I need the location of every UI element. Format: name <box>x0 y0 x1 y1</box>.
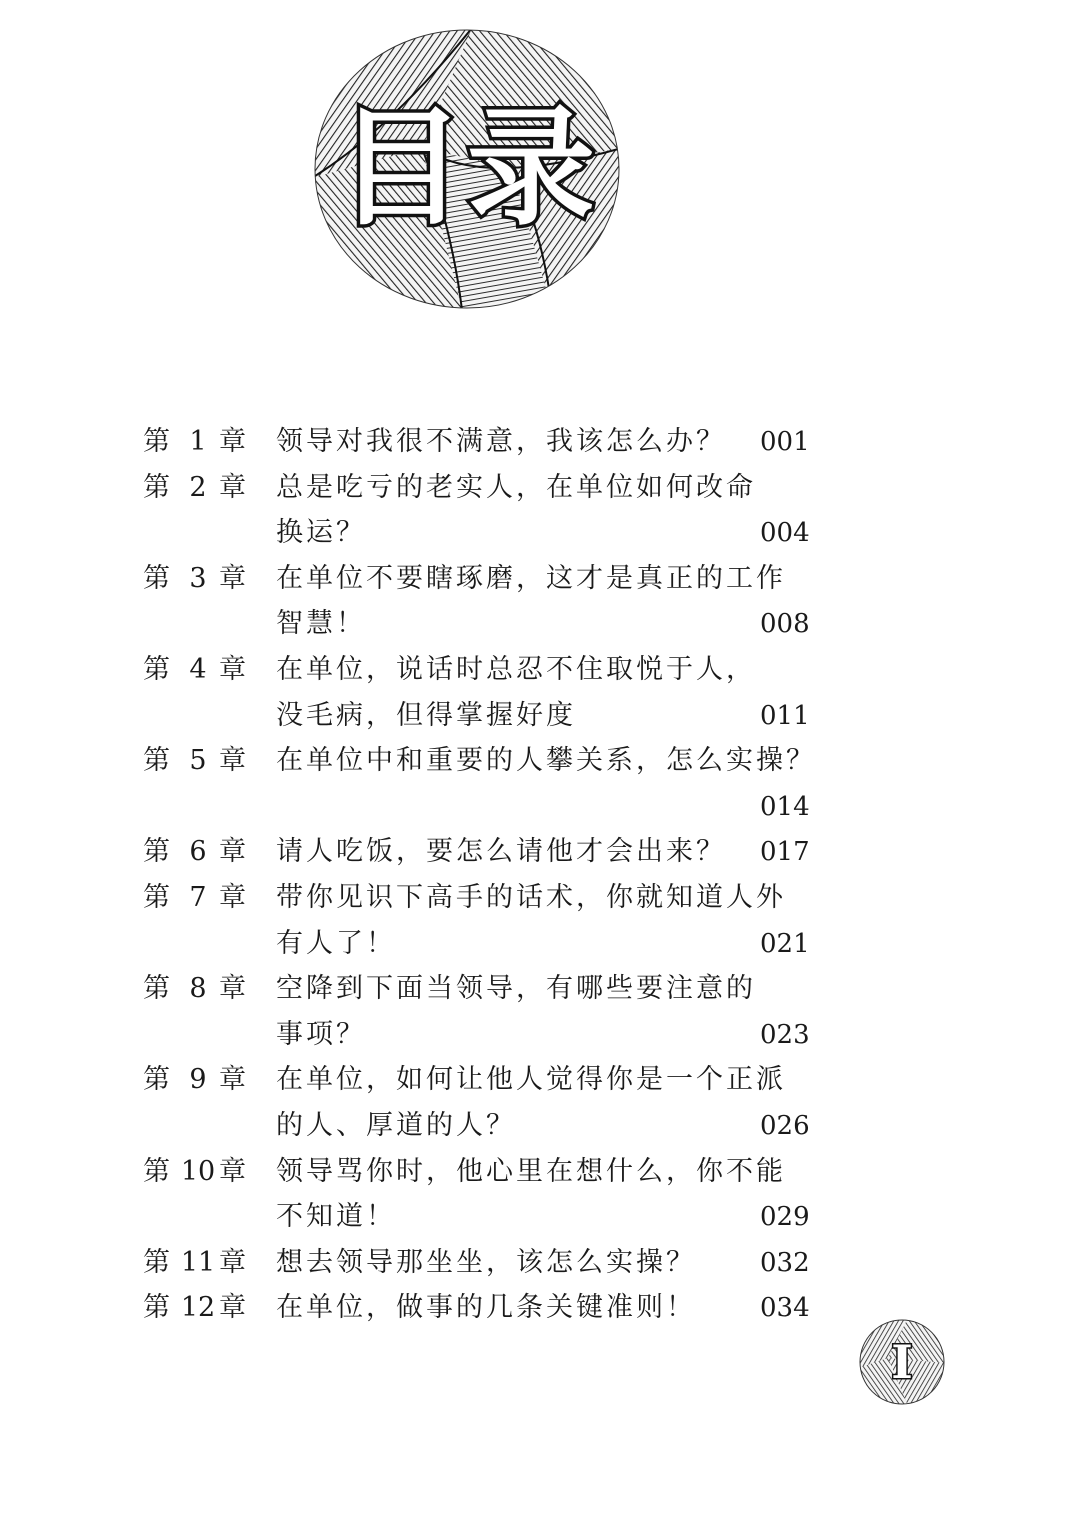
chapter-suffix: 章 <box>219 562 246 594</box>
page-ref: 017 <box>760 837 810 868</box>
chapter-title: 领导对我很不满意，我该怎么办？ <box>276 426 726 457</box>
chapter-title: 领导骂你时，他心里在想什么，你不能 <box>276 1155 786 1187</box>
chapter-prefix: 第 <box>143 882 170 913</box>
toc-entry <box>0 419 1075 465</box>
toc-entry-continuation <box>0 601 1075 647</box>
toc-entry-continuation <box>0 1012 1075 1058</box>
page-title: 目录 <box>336 94 597 243</box>
chapter-title: 在单位中和重要的人攀关系，怎么实操？ <box>276 745 816 777</box>
chapter-prefix: 第 <box>143 836 170 868</box>
page-number: I <box>891 1335 913 1389</box>
chapter-number: 1 <box>189 426 207 457</box>
chapter-number: 9 <box>189 1064 207 1096</box>
chapter-prefix: 第 <box>143 1155 170 1187</box>
chapter-prefix: 第 <box>143 1246 170 1278</box>
chapter-number: 3 <box>189 562 207 594</box>
chapter-title: 事项？ <box>276 1018 366 1050</box>
chapter-title: 换运？ <box>276 517 366 549</box>
chapter-title: 空降到下面当领导，有哪些要注意的 <box>276 973 756 1005</box>
chapter-suffix: 章 <box>219 1064 246 1096</box>
chapter-number: 7 <box>189 882 207 913</box>
chapter-title: 在单位，如何让他人觉得你是一个正派 <box>276 1064 786 1096</box>
chapter-title: 有人了！ <box>276 927 396 959</box>
chapter-number: 6 <box>189 836 207 868</box>
toc-entry-continuation <box>0 921 1075 967</box>
chapter-number: 12 <box>180 1292 216 1324</box>
chapter-prefix: 第 <box>143 1064 170 1096</box>
toc-entry <box>0 556 1075 602</box>
chapter-suffix: 章 <box>219 1155 246 1187</box>
chapter-suffix: 章 <box>219 1292 246 1324</box>
chapter-suffix: 章 <box>219 426 246 457</box>
chapter-prefix: 第 <box>143 973 170 1005</box>
page-ref: 029 <box>760 1202 810 1233</box>
page-ref: 021 <box>760 928 810 959</box>
chapter-title: 的人、厚道的人？ <box>276 1110 516 1141</box>
page-ref: 026 <box>760 1111 810 1141</box>
chapter-title: 在单位，说话时总忍不住取悦于人， <box>276 654 756 685</box>
toc-entry-continuation <box>0 693 1075 739</box>
chapter-number: 4 <box>189 654 207 685</box>
chapter-number: 2 <box>189 471 207 503</box>
page-ref: 034 <box>760 1293 810 1324</box>
chapter-suffix: 章 <box>219 745 246 777</box>
chapter-title: 不知道！ <box>276 1201 396 1233</box>
chapter-title: 没毛病，但得掌握好度 <box>276 699 576 731</box>
toc-entry <box>0 829 1075 875</box>
chapter-suffix: 章 <box>219 471 246 503</box>
toc-entry <box>0 1240 1075 1286</box>
page-ref: 008 <box>760 609 810 640</box>
toc-entry <box>0 647 1075 693</box>
toc-entry-continuation <box>0 1103 1075 1149</box>
chapter-prefix: 第 <box>143 1292 170 1324</box>
chapter-prefix: 第 <box>143 745 170 777</box>
chapter-title: 请人吃饭，要怎么请他才会出来？ <box>276 836 726 868</box>
page-ref: 001 <box>760 427 810 457</box>
chapter-title: 在单位不要瞎琢磨，这才是真正的工作 <box>276 562 786 594</box>
page-ref: 004 <box>760 518 810 549</box>
page-ref: 032 <box>760 1247 810 1278</box>
chapter-number: 11 <box>180 1246 216 1278</box>
chapter-number: 8 <box>189 973 207 1005</box>
chapter-title: 带你见识下高手的话术，你就知道人外 <box>276 882 786 913</box>
toc-entry <box>0 966 1075 1012</box>
toc-entry-continuation <box>0 510 1075 556</box>
page-ref: 011 <box>760 700 810 731</box>
toc-entry <box>0 1057 1075 1103</box>
chapter-suffix: 章 <box>219 882 246 913</box>
chapter-title: 想去领导那坐坐，该怎么实操？ <box>276 1246 696 1278</box>
chapter-suffix: 章 <box>219 836 246 868</box>
page-ref: 014 <box>760 791 810 822</box>
chapter-number: 10 <box>180 1155 216 1187</box>
toc-entry <box>0 738 1075 784</box>
toc-entry-continuation <box>0 1194 1075 1240</box>
page-ref: 023 <box>760 1019 810 1050</box>
chapter-suffix: 章 <box>219 654 246 685</box>
chapter-title: 智慧！ <box>276 608 366 640</box>
chapter-suffix: 章 <box>219 1246 246 1278</box>
toc-entry-continuation <box>0 784 1075 830</box>
chapter-prefix: 第 <box>143 562 170 594</box>
chapter-prefix: 第 <box>143 426 170 457</box>
chapter-title: 在单位，做事的几条关键准则！ <box>276 1292 696 1324</box>
toc-entry <box>0 875 1075 921</box>
toc-entry <box>0 1149 1075 1195</box>
chapter-title: 总是吃亏的老实人，在单位如何改命 <box>276 471 756 503</box>
toc-entry <box>0 465 1075 511</box>
chapter-prefix: 第 <box>143 654 170 685</box>
chapter-suffix: 章 <box>219 973 246 1005</box>
chapter-number: 5 <box>189 745 207 777</box>
chapter-prefix: 第 <box>143 471 170 503</box>
